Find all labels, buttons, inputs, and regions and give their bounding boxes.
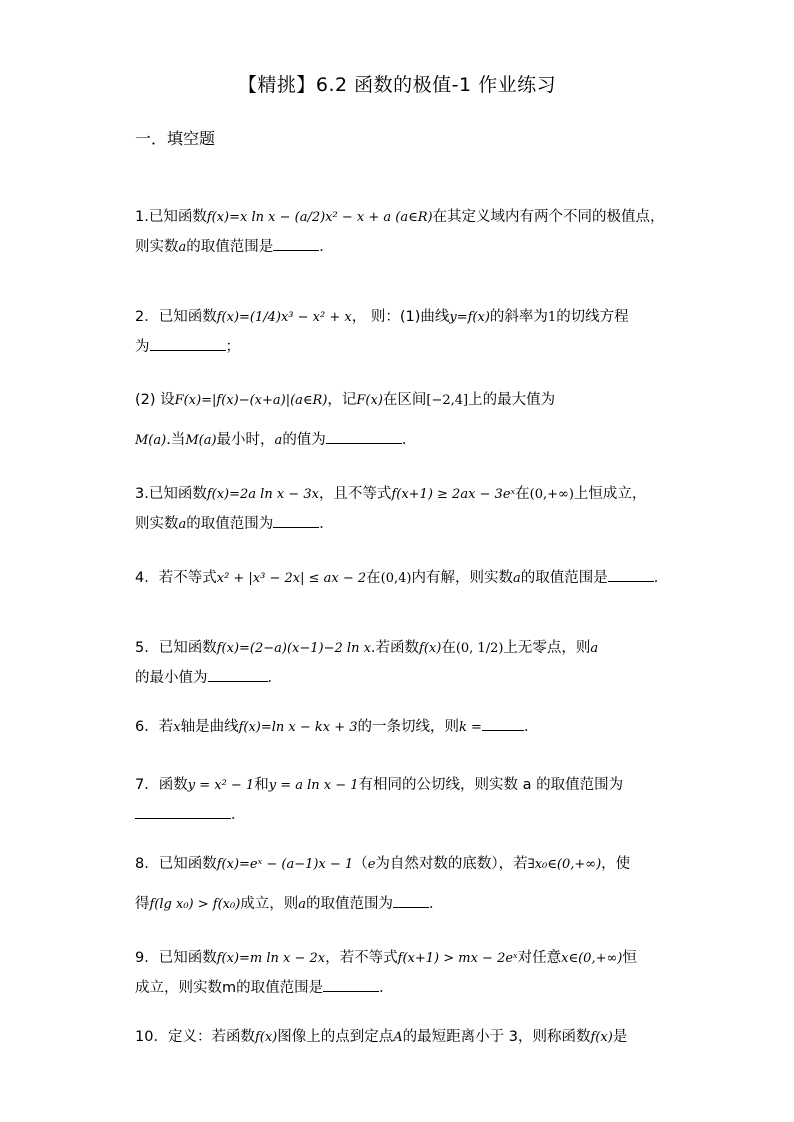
answer-blank[interactable] — [482, 716, 524, 731]
q1-formula: f(x)=x ln x − (a/2)x² − x + a (a∈R) — [206, 210, 433, 225]
question-1-line-1: 1.已知函数f(x)=x ln x − (a/2)x² − x + a (a∈R)在其定义域内有两个不同的极值点， — [135, 209, 665, 225]
question-5-line-2: 的最小值为 ． — [135, 666, 282, 687]
answer-blank[interactable] — [393, 893, 429, 908]
q2-formula: f(x)=(1/4)x³ − x² + x — [216, 310, 352, 325]
answer-blank[interactable] — [323, 977, 379, 992]
question-7-line-1: 7．函数y = x² − 1和y = a ln x − 1有相同的公切线，则实数 a 的取值范围为 — [135, 777, 624, 793]
answer-blank[interactable] — [326, 429, 402, 444]
question-4-line-1: 4．若不等式x² + |x³ − 2x| ≤ ax − 2在(0,4)内有解，则实数a的取值范围是 ． — [135, 566, 668, 587]
answer-blank[interactable] — [273, 513, 319, 528]
question-6-line-1: 6．若x轴是曲线f(x)=ln x − kx + 3的一条切线，则k = ． — [135, 715, 538, 736]
question-10-line-1: 10．定义：若函数f(x)图像上的点到定点A的最短距离小于 3，则称函数f(x)是 — [135, 1029, 628, 1045]
question-2-line-3: (2) 设F(x)=|f(x)−(x+a)|(a∈R)，记F(x)在区间[−2,4]上的最大值为 — [135, 392, 556, 408]
answer-blank[interactable] — [608, 567, 654, 582]
question-2-line-4: M(a).当M(a)最小时，a的值为 ． — [135, 428, 416, 449]
question-3-line-2: 则实数a的取值范围为 ． — [135, 512, 334, 533]
answer-blank[interactable] — [273, 236, 319, 251]
section-heading: 一．填空题 — [135, 129, 216, 148]
question-5-line-1: 5．已知函数f(x)=(2−a)(x−1)−2 ln x.若函数f(x)在(0, 1/2)上无零点，则a — [135, 640, 599, 656]
answer-blank[interactable] — [150, 336, 226, 351]
question-9-line-2: 成立，则实数m的取值范围是 ． — [135, 976, 394, 997]
answer-blank[interactable] — [135, 804, 231, 819]
question-2-line-2: 为 ； — [135, 335, 240, 356]
question-9-line-1: 9．已知函数f(x)=m ln x − 2x，若不等式f(x+1) > mx − 2eˣ对任意x∈(0,+∞)恒 — [135, 950, 637, 966]
question-7-line-2: ． — [135, 803, 246, 824]
page-title: 【精挑】6.2 函数的极值-1 作业练习 — [237, 74, 557, 96]
question-8-line-1: 8．已知函数f(x)=eˣ − (a−1)x − 1（e为自然对数的底数），若∃x₀∈(0,+∞)，使 — [135, 856, 631, 872]
question-8-line-2: 得f(lg x₀) > f(x₀)成立，则a的取值范围为 ． — [135, 892, 444, 913]
q2-F-formula: F(x)=|f(x)−(x+a)|(a∈R) — [174, 393, 328, 408]
question-3-line-1: 3.已知函数f(x)=2a ln x − 3x，且不等式f(x+1) ≥ 2ax − 3eˣ在(0,+∞)上恒成立， — [135, 486, 647, 502]
answer-blank[interactable] — [208, 667, 268, 682]
question-2-line-1: 2．已知函数f(x)=(1/4)x³ − x² + x， 则：(1)曲线y=f(x)的斜率为1的切线方程 — [135, 309, 629, 325]
question-1-line-2: 则实数a的取值范围是 ． — [135, 235, 334, 256]
